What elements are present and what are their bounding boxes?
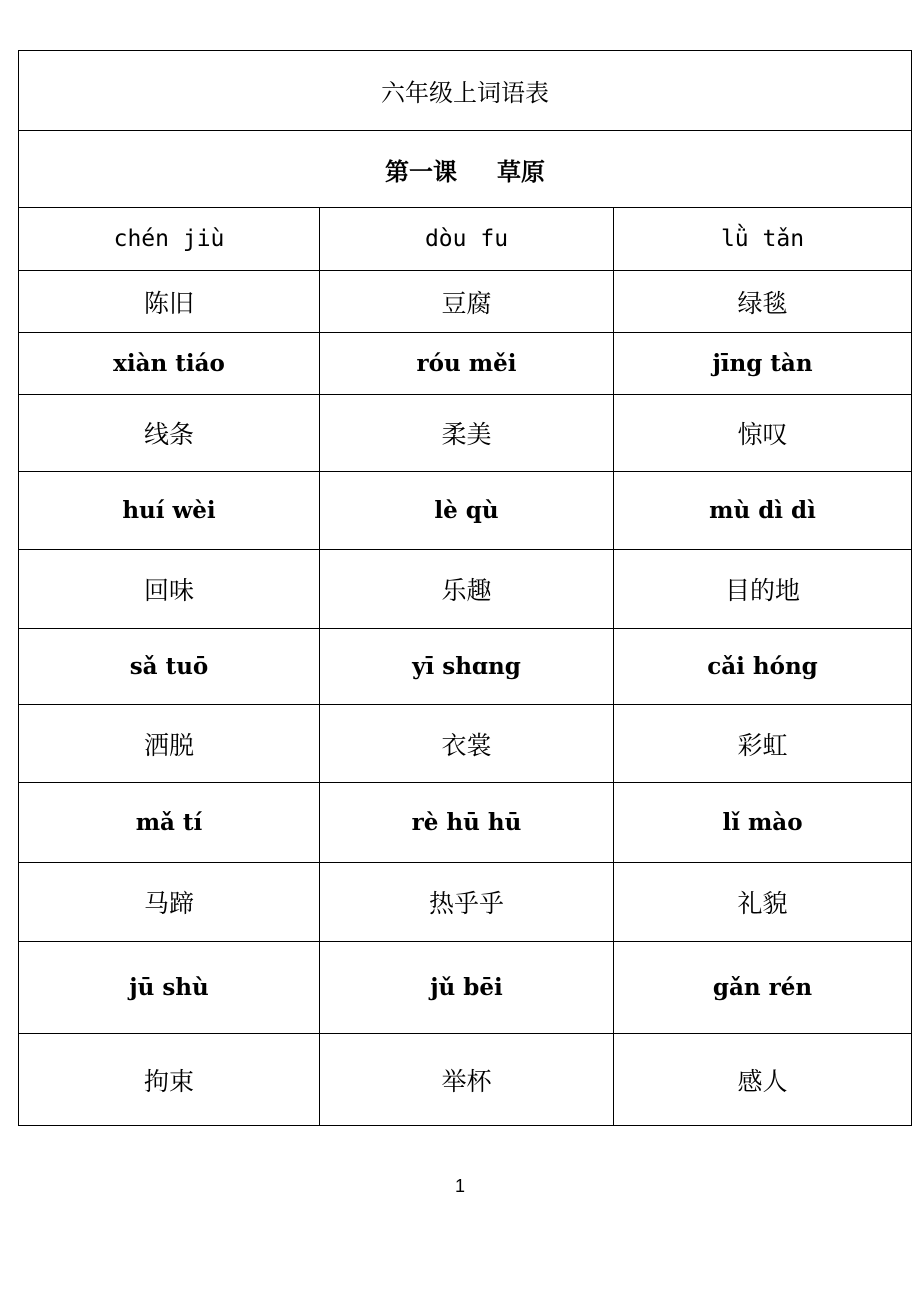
pinyin-cell: lǜ tǎn bbox=[614, 208, 912, 271]
lesson-row bbox=[19, 131, 912, 208]
pinyin-row bbox=[19, 942, 912, 1034]
pinyin-row bbox=[19, 472, 912, 550]
pinyin-row bbox=[19, 208, 912, 271]
page-number: 1 bbox=[454, 1176, 465, 1196]
pinyin-cell: sǎ tuō bbox=[19, 629, 320, 705]
pinyin-cell: gǎn rén bbox=[614, 942, 912, 1034]
pinyin-cell: rè hū hū bbox=[320, 783, 614, 863]
word-cell: 乐趣 bbox=[320, 550, 614, 629]
pinyin-cell: chén jiù bbox=[19, 208, 320, 271]
word-cell: 彩虹 bbox=[614, 705, 912, 783]
word-row bbox=[19, 705, 912, 783]
word-row bbox=[19, 863, 912, 942]
pinyin-cell: lè qù bbox=[320, 472, 614, 550]
word-cell: 举杯 bbox=[320, 1034, 614, 1126]
title-row bbox=[19, 51, 912, 131]
pinyin-cell: lǐ mào bbox=[614, 783, 912, 863]
lesson-number: 第一课 bbox=[385, 157, 457, 186]
word-cell: 感人 bbox=[614, 1034, 912, 1126]
word-cell: 洒脱 bbox=[19, 705, 320, 783]
word-cell: 陈旧 bbox=[19, 271, 320, 333]
pinyin-cell: róu měi bbox=[320, 333, 614, 395]
word-cell: 礼貌 bbox=[614, 863, 912, 942]
word-row bbox=[19, 395, 912, 472]
word-cell: 线条 bbox=[19, 395, 320, 472]
document-title: 六年级上词语表 bbox=[19, 51, 912, 131]
pinyin-cell: mǎ tí bbox=[19, 783, 320, 863]
pinyin-cell: jīng tàn bbox=[614, 333, 912, 395]
word-row bbox=[19, 550, 912, 629]
pinyin-row bbox=[19, 783, 912, 863]
word-cell: 柔美 bbox=[320, 395, 614, 472]
word-cell: 马蹄 bbox=[19, 863, 320, 942]
pinyin-cell: jǔ bēi bbox=[320, 942, 614, 1034]
word-cell: 惊叹 bbox=[614, 395, 912, 472]
vocabulary-table bbox=[18, 50, 912, 1126]
lesson-name: 草原 bbox=[497, 157, 545, 186]
pinyin-cell: yī shɑng bbox=[320, 629, 614, 705]
word-cell: 目的地 bbox=[614, 550, 912, 629]
pinyin-cell: dòu fu bbox=[320, 208, 614, 271]
pinyin-cell: huí wèi bbox=[19, 472, 320, 550]
pinyin-cell: xiàn tiáo bbox=[19, 333, 320, 395]
lesson-heading bbox=[19, 131, 912, 208]
word-cell: 衣裳 bbox=[320, 705, 614, 783]
pinyin-row bbox=[19, 629, 912, 705]
word-row bbox=[19, 1034, 912, 1126]
pinyin-cell: mù dì dì bbox=[614, 472, 912, 550]
word-cell: 豆腐 bbox=[320, 271, 614, 333]
word-cell: 拘束 bbox=[19, 1034, 320, 1126]
pinyin-row bbox=[19, 333, 912, 395]
pinyin-cell: cǎi hóng bbox=[614, 629, 912, 705]
word-cell: 绿毯 bbox=[614, 271, 912, 333]
word-cell: 热乎乎 bbox=[320, 863, 614, 942]
word-cell: 回味 bbox=[19, 550, 320, 629]
pinyin-cell: jū shù bbox=[19, 942, 320, 1034]
word-row bbox=[19, 271, 912, 333]
